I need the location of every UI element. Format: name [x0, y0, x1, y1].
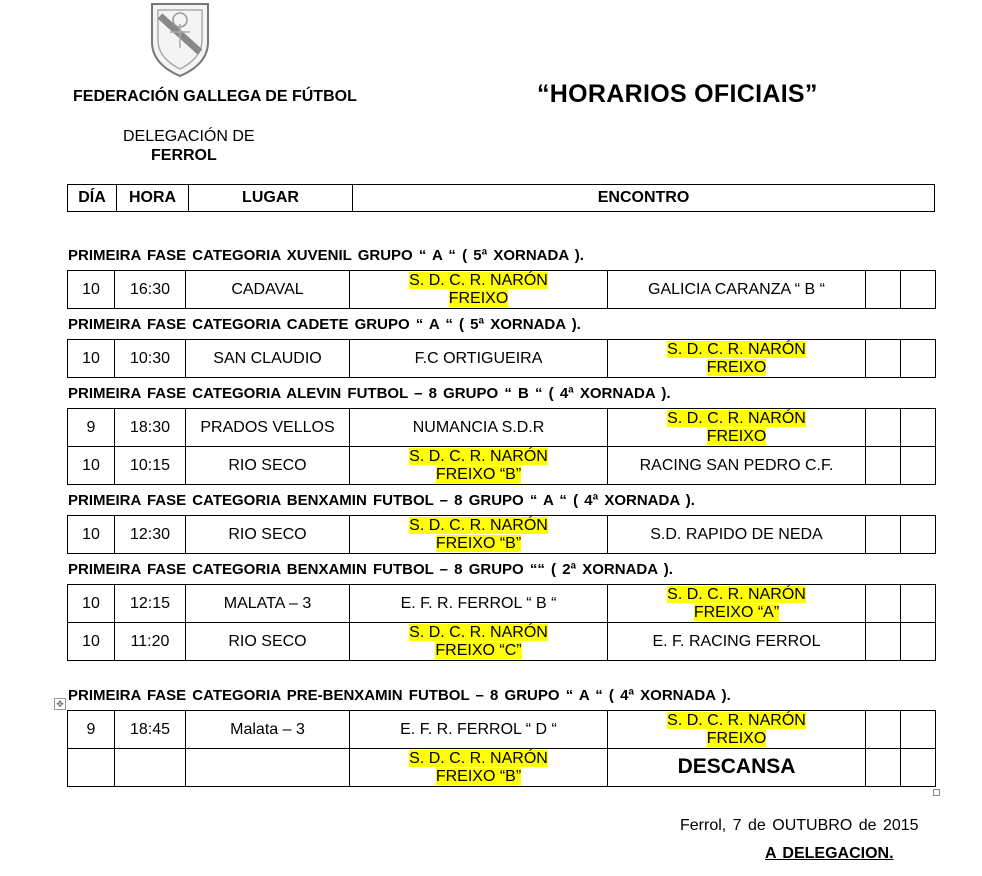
team-name-line: FREIXO “C” [435, 641, 522, 659]
team-name-line: FREIXO [706, 358, 767, 376]
score-cell [901, 749, 936, 787]
score-cell [901, 585, 936, 623]
team-name-line: S. D. C. R. NARÓN [667, 340, 806, 358]
match-table [67, 339, 936, 378]
score-cell [901, 340, 936, 378]
section-title: PRIMEIRA FASE CATEGORIA BENXAMIN FUTBOL – 8 GRUPO “ A “ ( 4ª XORNADA ). [68, 492, 695, 509]
col-match: ENCONTRO [353, 185, 935, 212]
away-team [608, 623, 866, 661]
match-time: 12:15 [115, 585, 186, 623]
score-cell [901, 271, 936, 309]
match-time: 10:15 [115, 447, 186, 485]
match-row [68, 409, 936, 447]
match-place: RIO SECO [186, 447, 350, 485]
match-day: 10 [68, 340, 115, 378]
match-time: 16:30 [115, 271, 186, 309]
team-name-line: DESCANSA [677, 754, 796, 778]
section-title: PRIMEIRA FASE CATEGORIA BENXAMIN FUTBOL – 8 GRUPO ““ ( 2ª XORNADA ). [68, 561, 673, 578]
match-place: PRADOS VELLOS [186, 409, 350, 447]
match-day: 10 [68, 623, 115, 661]
match-day: 9 [68, 409, 115, 447]
score-cell [866, 271, 901, 309]
score-cell [866, 711, 901, 749]
match-row [68, 585, 936, 623]
team-name-line: FREIXO [706, 729, 767, 747]
section-title: PRIMEIRA FASE CATEGORIA XUVENIL GRUPO “ A “ ( 5ª XORNADA ). [68, 247, 584, 264]
date-line: Ferrol, 7 de OUTUBRO de 2015 [680, 817, 919, 834]
home-team [350, 711, 608, 749]
score-cell [866, 516, 901, 554]
team-name-line: S. D. C. R. NARÓN [667, 409, 806, 427]
header-row [68, 185, 935, 212]
away-team [608, 409, 866, 447]
section-title: PRIMEIRA FASE CATEGORIA ALEVIN FUTBOL – 8 GRUPO “ B “ ( 4ª XORNADA ). [68, 385, 671, 402]
match-table [67, 584, 936, 661]
score-cell [866, 447, 901, 485]
home-team [350, 516, 608, 554]
score-cell [901, 623, 936, 661]
table-move-handle-icon[interactable]: ✥ [54, 698, 66, 710]
page-title: “HORARIOS OFICIAIS” [537, 80, 818, 108]
away-team [608, 585, 866, 623]
team-name-line: FREIXO “B” [435, 534, 522, 552]
section-title: PRIMEIRA FASE CATEGORIA CADETE GRUPO “ A “ ( 5ª XORNADA ). [68, 316, 581, 333]
home-team [350, 585, 608, 623]
score-cell [866, 749, 901, 787]
match-table [67, 710, 936, 787]
signature: A DELEGACION. [765, 845, 894, 862]
team-name-line: FREIXO “B” [435, 767, 522, 785]
away-team [608, 516, 866, 554]
team-name-line: E. F. R. FERROL “ B “ [400, 594, 557, 612]
team-name-line: S. D. C. R. NARÓN [409, 271, 548, 289]
team-name-line: FREIXO [448, 289, 509, 307]
section-title: PRIMEIRA FASE CATEGORIA PRE-BENXAMIN FUTBOL – 8 GRUPO “ A “ ( 4ª XORNADA ). [68, 687, 731, 704]
match-table [67, 515, 936, 554]
match-time: 11:20 [115, 623, 186, 661]
federation-crest-logo [148, 2, 212, 78]
team-name-line: FREIXO “A” [693, 603, 780, 621]
home-team [350, 409, 608, 447]
delegation-city: FERROL [151, 147, 217, 164]
match-row [68, 271, 936, 309]
match-row [68, 623, 936, 661]
match-place: SAN CLAUDIO [186, 340, 350, 378]
score-cell [866, 409, 901, 447]
match-time [115, 749, 186, 787]
score-cell [866, 585, 901, 623]
col-place: LUGAR [189, 185, 353, 212]
away-team [608, 711, 866, 749]
team-name-line: FREIXO [706, 427, 767, 445]
match-time: 18:30 [115, 409, 186, 447]
team-name-line: FREIXO “B” [435, 465, 522, 483]
team-name-line: GALICIA CARANZA “ B “ [648, 280, 825, 298]
match-time: 12:30 [115, 516, 186, 554]
home-team [350, 271, 608, 309]
away-team [608, 340, 866, 378]
match-place [186, 749, 350, 787]
team-name-line: S. D. C. R. NARÓN [409, 623, 548, 641]
match-place: RIO SECO [186, 516, 350, 554]
match-day: 10 [68, 516, 115, 554]
match-row [68, 447, 936, 485]
match-day: 10 [68, 585, 115, 623]
match-place: MALATA – 3 [186, 585, 350, 623]
score-cell [901, 409, 936, 447]
score-cell [901, 711, 936, 749]
match-place: RIO SECO [186, 623, 350, 661]
away-team [608, 447, 866, 485]
match-row [68, 749, 936, 787]
team-name-line: RACING SAN PEDRO C.F. [639, 456, 834, 474]
delegation-label: DELEGACIÓN DE [123, 128, 255, 145]
team-name-line: E. F. RACING FERROL [652, 632, 821, 650]
team-name-line: S. D. C. R. NARÓN [667, 711, 806, 729]
score-cell [866, 623, 901, 661]
match-row [68, 340, 936, 378]
match-table [67, 408, 936, 485]
col-day: DÍA [68, 185, 117, 212]
federation-name: FEDERACIÓN GALLEGA DE FÚTBOL [73, 88, 357, 105]
team-name-line: NUMANCIA S.D.R [412, 418, 545, 436]
team-name-line: S. D. C. R. NARÓN [409, 447, 548, 465]
match-place: Malata – 3 [186, 711, 350, 749]
home-team [350, 340, 608, 378]
match-day: 10 [68, 447, 115, 485]
away-team [608, 271, 866, 309]
col-time: HORA [117, 185, 189, 212]
match-day [68, 749, 115, 787]
score-cell [901, 516, 936, 554]
score-cell [866, 340, 901, 378]
match-place: CADAVAL [186, 271, 350, 309]
home-team [350, 749, 608, 787]
home-team [350, 447, 608, 485]
team-name-line: S. D. C. R. NARÓN [409, 749, 548, 767]
match-table [67, 270, 936, 309]
team-name-line: F.C ORTIGUEIRA [414, 349, 543, 367]
match-time: 18:45 [115, 711, 186, 749]
away-team [608, 749, 866, 787]
team-name-line: S. D. C. R. NARÓN [667, 585, 806, 603]
score-cell [901, 447, 936, 485]
home-team [350, 623, 608, 661]
match-day: 10 [68, 271, 115, 309]
team-name-line: S. D. C. R. NARÓN [409, 516, 548, 534]
team-name-line: S.D. RAPIDO DE NEDA [650, 525, 823, 543]
table-resize-handle[interactable] [933, 789, 940, 796]
match-row [68, 711, 936, 749]
match-day: 9 [68, 711, 115, 749]
column-header-table [67, 184, 935, 212]
match-time: 10:30 [115, 340, 186, 378]
match-row [68, 516, 936, 554]
team-name-line: E. F. R. FERROL “ D “ [400, 720, 557, 738]
